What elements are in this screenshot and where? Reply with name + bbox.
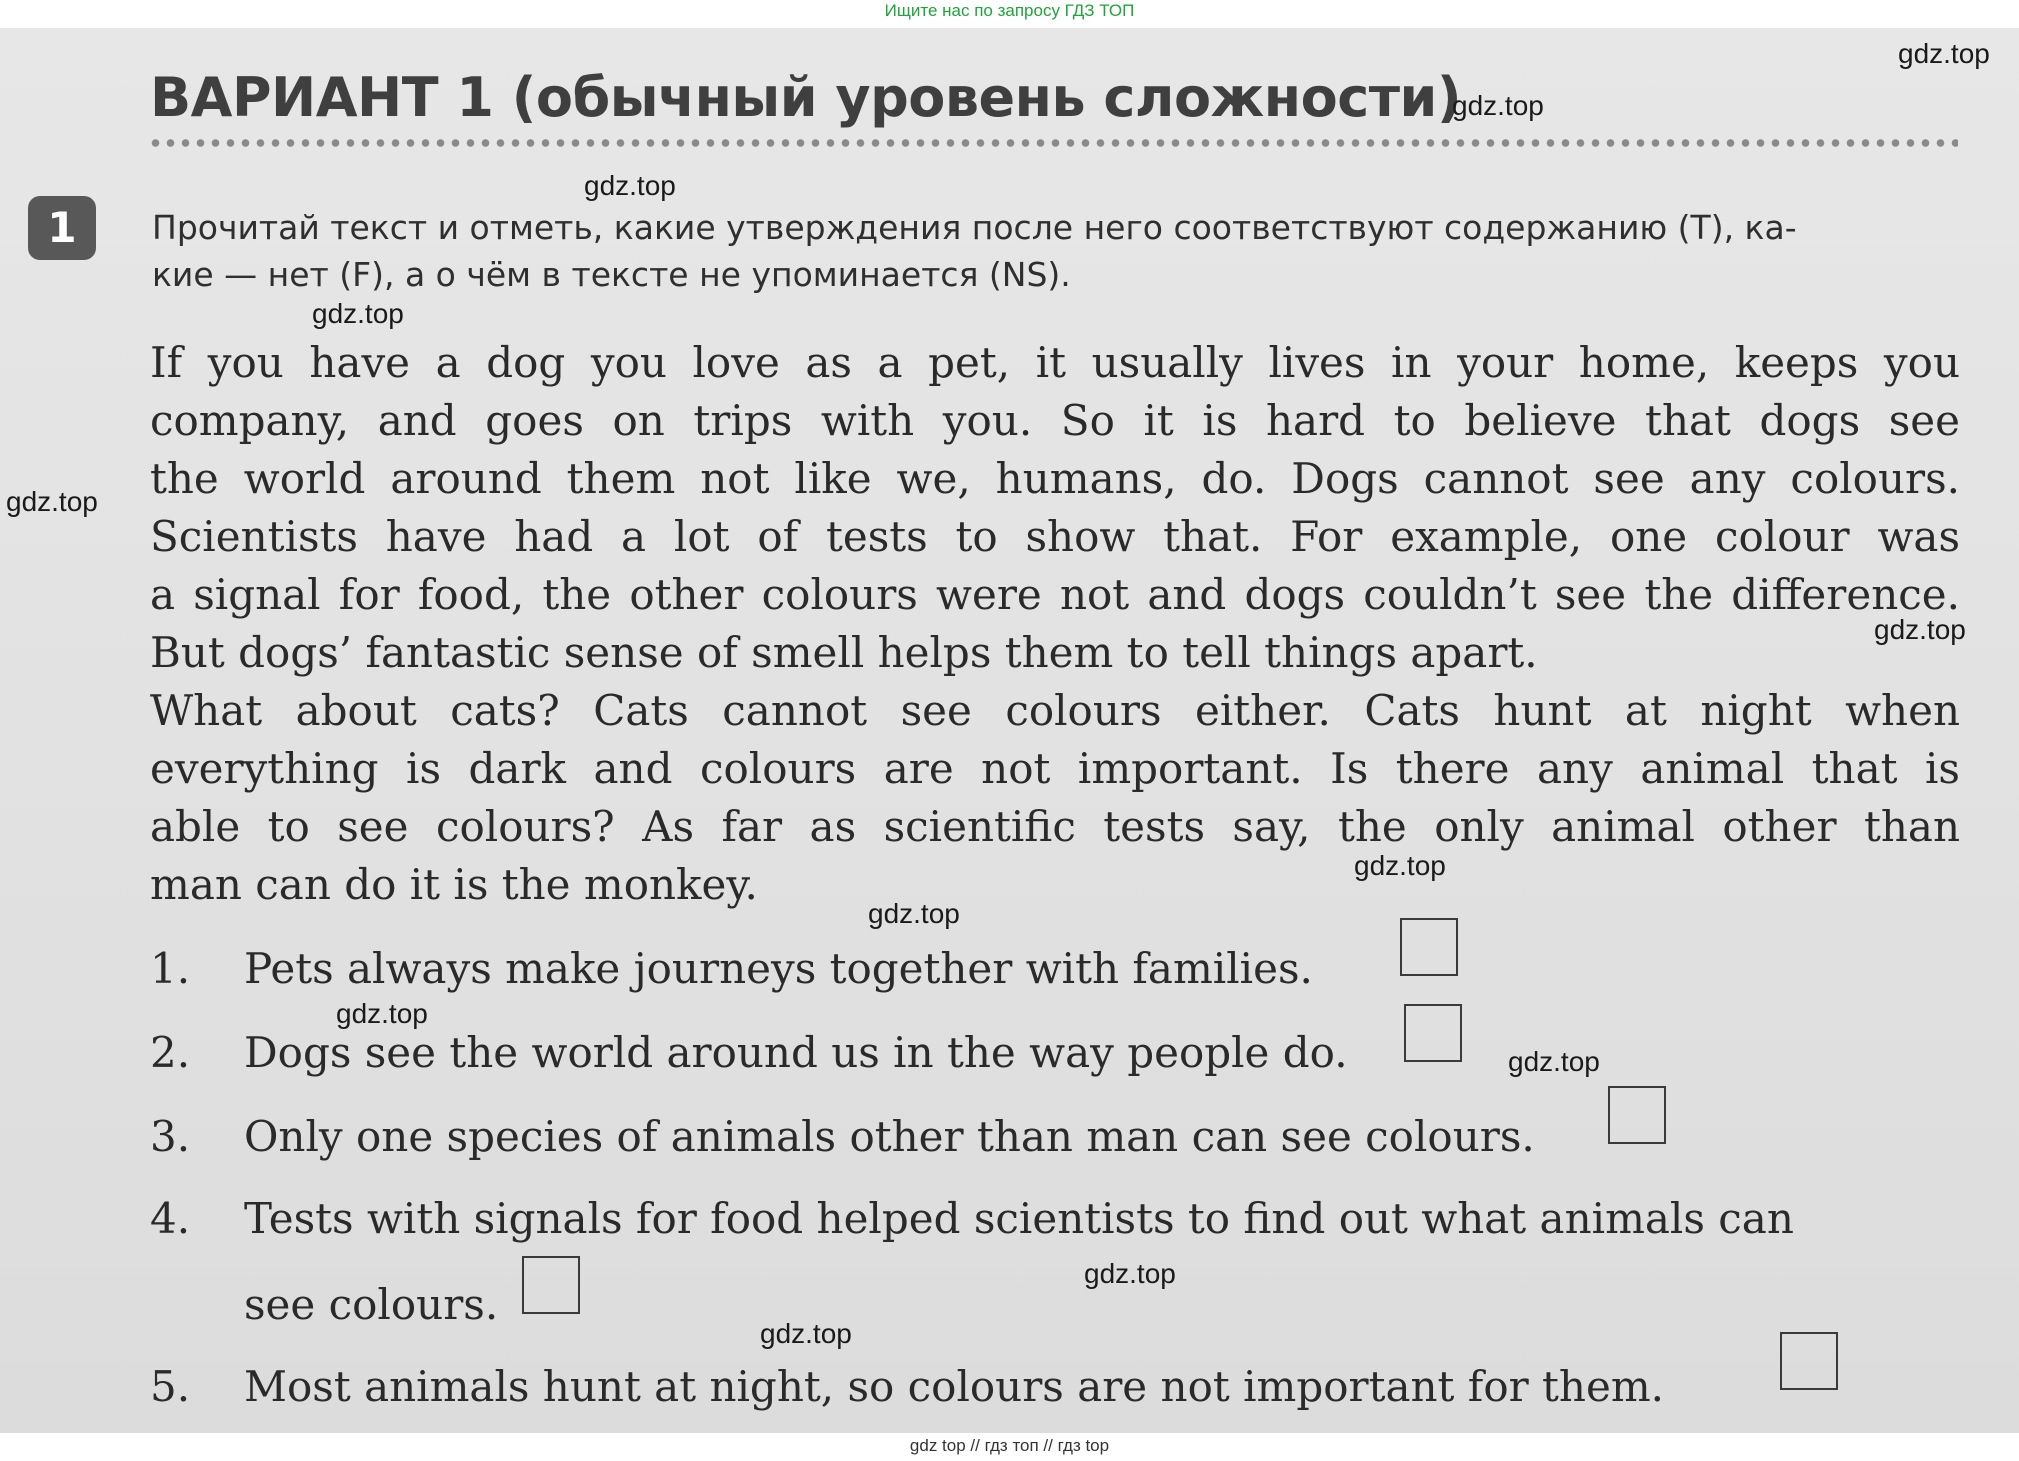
answer-box-5[interactable] xyxy=(1780,1332,1838,1390)
watermark: gdz.top xyxy=(760,1318,852,1349)
watermark: gdz.top xyxy=(1508,1046,1600,1077)
watermark: gdz.top xyxy=(868,898,960,929)
answer-box-1[interactable] xyxy=(1400,918,1458,976)
watermark: gdz.top xyxy=(6,486,98,517)
text-line: able to see colours? As far as scientific tests say, the only animal other than xyxy=(150,802,1960,851)
instruction-line: Прочитай текст и отметь, какие утверждения после него соответствуют содержанию (T), ка- xyxy=(152,208,1797,247)
variant-title: ВАРИАНТ 1 (обычный уровень сложности) xyxy=(150,66,1462,129)
dotted-divider xyxy=(148,138,1958,148)
bottom-banner[interactable]: gdz top // гдз топ // гдз top xyxy=(909,1436,1110,1455)
statement-number: 4. xyxy=(150,1194,191,1243)
answer-box-4[interactable] xyxy=(522,1256,580,1314)
text-line: company, and goes on trips with you. So it is hard to believe that dogs see xyxy=(150,396,1960,445)
statement-number: 3. xyxy=(150,1112,191,1161)
watermark: gdz.top xyxy=(312,298,404,329)
task-number-badge: 1 xyxy=(28,196,96,260)
watermark: gdz.top xyxy=(1898,38,1990,69)
watermark: gdz.top xyxy=(1452,90,1544,121)
statement-text: Most animals hunt at night, so colours are not important for them. xyxy=(244,1362,1665,1411)
statement-number: 5. xyxy=(150,1362,191,1411)
statement-text: Pets always make journeys together with families. xyxy=(244,944,1313,993)
task-instruction xyxy=(152,204,1962,298)
text-line: the world around them not like we, humans, do. Dogs cannot see any colours. xyxy=(150,454,1960,503)
text-line: everything is dark and colours are not important. Is there any animal that is xyxy=(150,744,1960,793)
statement-4-continuation: see colours. xyxy=(244,1280,499,1329)
text-line: But dogs’ fantastic sense of smell helps them to tell things apart. xyxy=(150,628,1538,677)
text-line: a signal for food, the other colours were not and dogs couldn’t see the difference. xyxy=(150,570,1960,619)
watermark: gdz.top xyxy=(1354,850,1446,881)
statement-text: Only one species of animals other than man can see colours. xyxy=(244,1112,1535,1161)
statement-number: 1. xyxy=(150,944,191,993)
statement-text: Dogs see the world around us in the way people do. xyxy=(244,1028,1348,1077)
answer-box-2[interactable] xyxy=(1404,1004,1462,1062)
watermark: gdz.top xyxy=(1874,614,1966,645)
top-banner[interactable]: Ищите нас по запросу ГДЗ ТОП xyxy=(884,1,1135,20)
watermark: gdz.top xyxy=(584,170,676,201)
answer-box-3[interactable] xyxy=(1608,1086,1666,1144)
statement-number: 2. xyxy=(150,1028,191,1077)
watermark: gdz.top xyxy=(1084,1258,1176,1289)
text-line: man can do it is the monkey. xyxy=(150,860,758,909)
text-line: Scientists have had a lot of tests to show that. For example, one colour was xyxy=(150,512,1960,561)
text-line: What about cats? Cats cannot see colours either. Cats hunt at night when xyxy=(150,686,1960,735)
instruction-line: кие — нет (F), а о чём в тексте не упоминается (NS). xyxy=(152,255,1071,294)
text-line: If you have a dog you love as a pet, it usually lives in your home, keeps you xyxy=(150,338,1960,387)
statement-text: Tests with signals for food helped scientists to find out what animals can xyxy=(244,1194,1794,1243)
watermark: gdz.top xyxy=(336,998,428,1029)
reading-text xyxy=(150,334,1960,914)
